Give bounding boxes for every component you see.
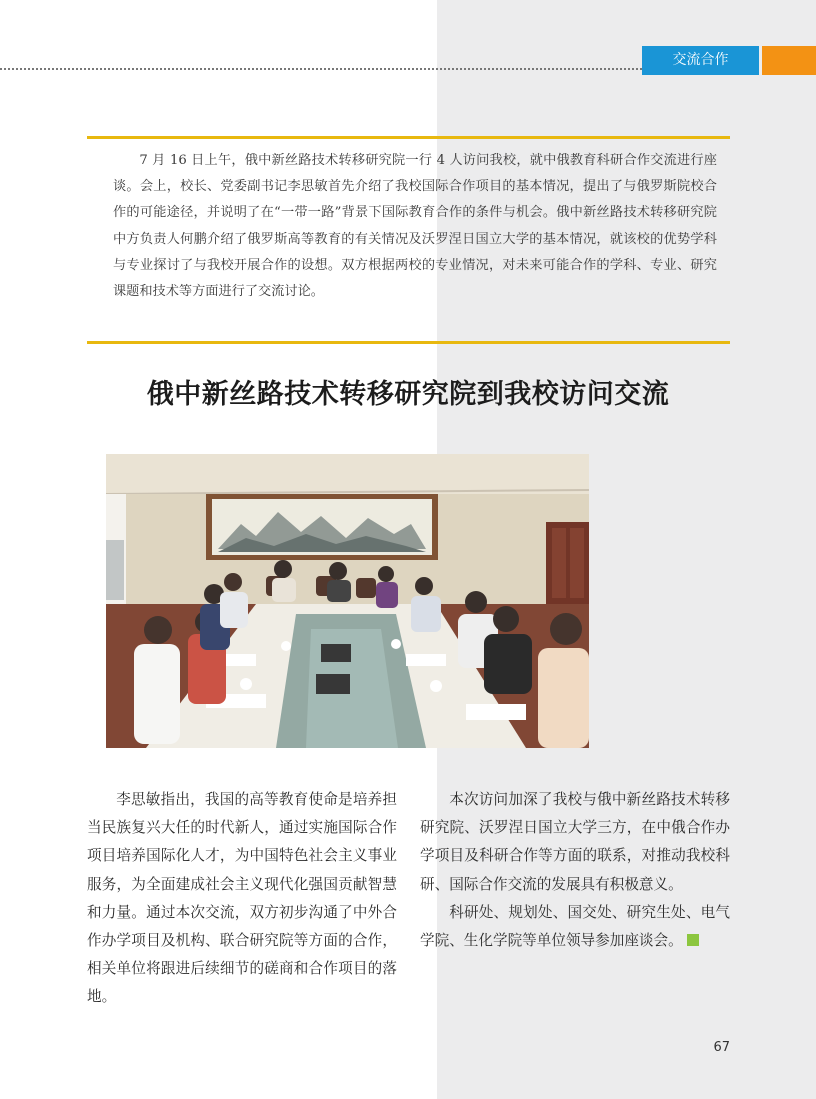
end-of-article-square-icon (687, 934, 699, 946)
right-paragraph-1: 本次访问加深了我校与俄中新丝路技术转移研究院、沃罗涅日国立大学三方，在中俄合作办学项目及科研合作等方面的联系，对推动我校科研、国际合作交流的发展具有积极意义。 (420, 791, 730, 893)
left-paragraph-1: 李思敏指出，我国的高等教育使命是培养担当民族复兴大任的时代新人，通过实施国际合作项目培养国际化人才，为中国特色社会主义事业服务，为全面建成社会主义现代化强国贡献智慧和力量。通过本次交流，双方初步沟通了中外合作办学项目及机构、联合研究院等方面的合作，相关单位将跟进后续细节的磋商和合作项目的落地。 (87, 791, 397, 1006)
article-right-column (420, 786, 730, 955)
meeting-photo (106, 454, 589, 748)
right-paragraph-2-text: 科研处、规划处、国交处、研究生处、电气学院、生化学院等单位领导参加座谈会。 (420, 903, 730, 950)
right-paragraph-2 (420, 899, 730, 955)
header-dotted-rule (0, 68, 642, 70)
header-accent-block (762, 46, 816, 75)
article-left-column (87, 786, 397, 1012)
section-tag: 交流合作 (642, 46, 759, 75)
article-title: 俄中新丝路技术转移研究院到我校访问交流 (146, 379, 670, 410)
intro-box (87, 136, 730, 344)
intro-text: 7 月 16 日上午，俄中新丝路技术转移研究院一行 4 人访问我校，就中俄教育科研合作交流进行座谈。会上，校长、党委副书记李思敏首先介绍了我校国际合作项目的基本情况，提出了与俄罗斯院校合作的可能途径，并说明了在“一带一路”背景下国际教育合作的条件与机会。俄中新丝路技术转移研究院中方负责人何鹏介绍了俄罗斯高等教育的有关情况及沃罗涅日国立大学的基本情况，就该校的优势学科与专业探讨了与我校开展合作的设想。双方根据两校的专业情况，对未来可能合作的学科、专业、研究课题和技术等方面进行了交流讨论。 (113, 153, 717, 300)
page-number: 67 (713, 1040, 730, 1055)
